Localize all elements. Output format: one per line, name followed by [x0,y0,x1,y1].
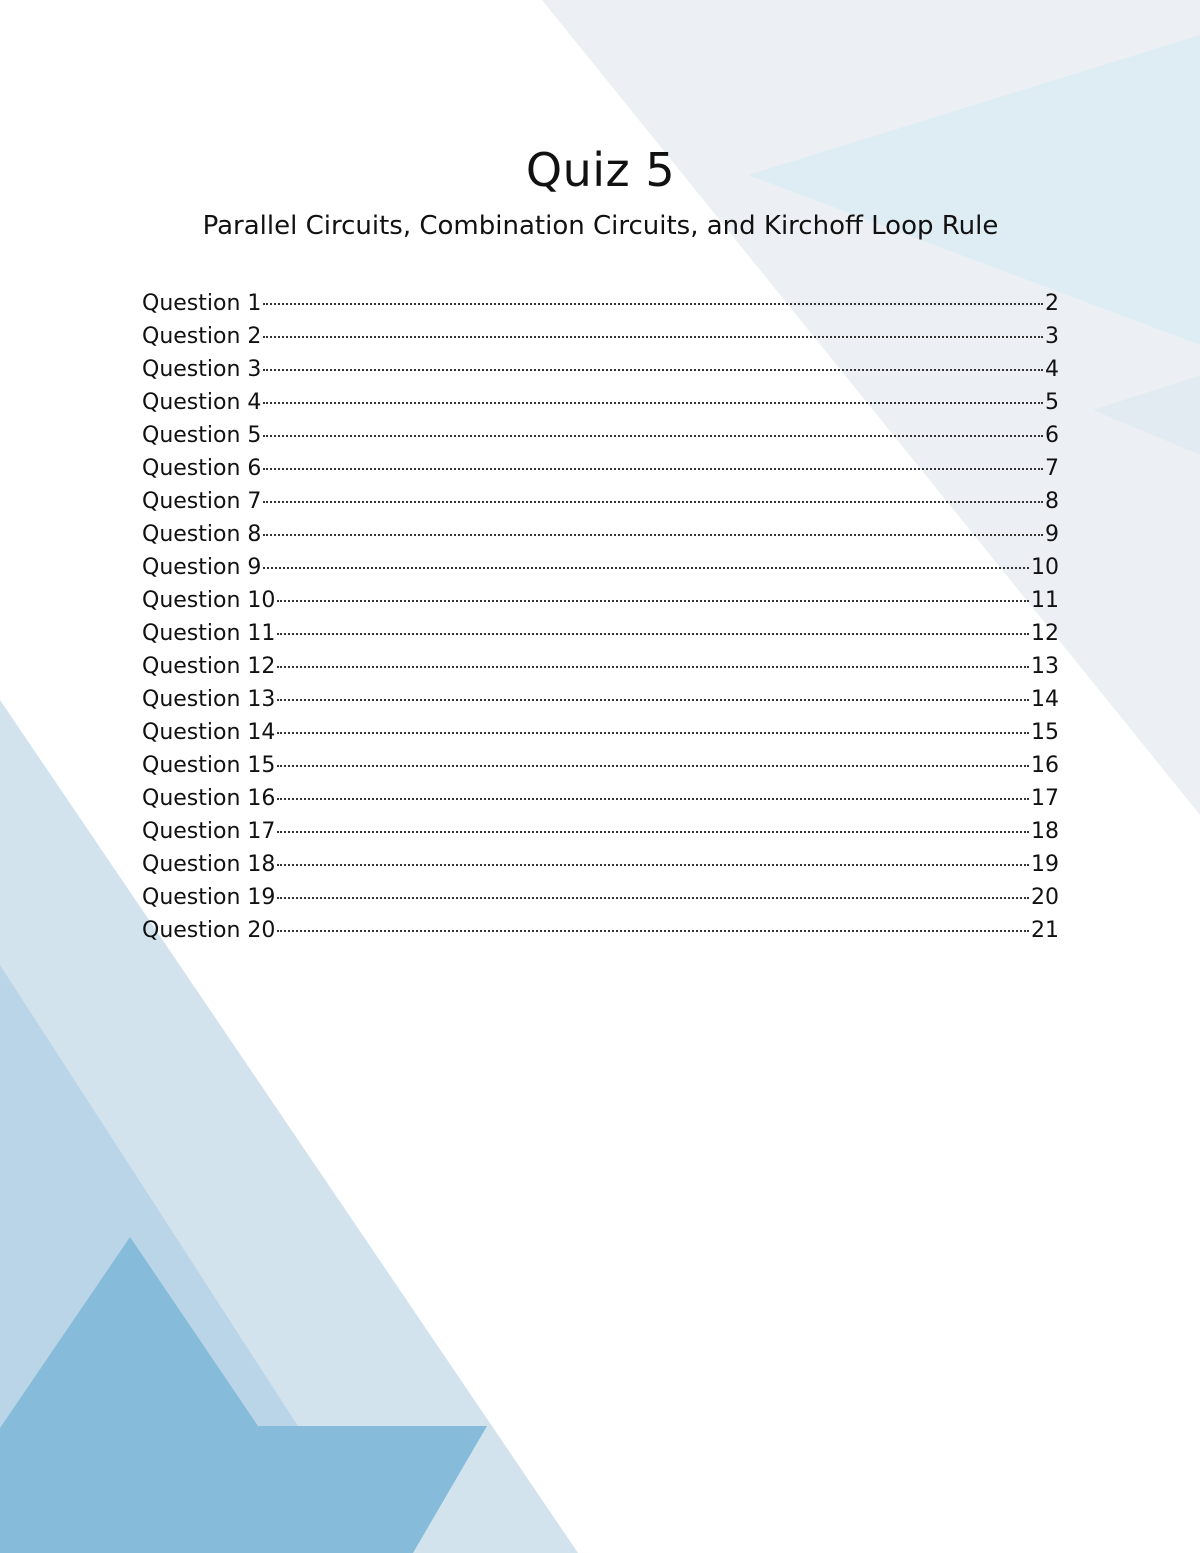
toc-entry-label: Question 13 [142,687,276,712]
toc-entry[interactable] [142,815,1059,848]
toc-entry-label: Question 11 [142,621,276,646]
toc-dot-leader [277,797,1029,800]
toc-dot-leader [277,896,1029,899]
toc-entry-label: Question 9 [142,555,262,580]
toc-entry[interactable] [142,617,1059,650]
toc-entry-label: Question 5 [142,423,262,448]
toc-page-number: 14 [1031,687,1059,712]
toc-entry-label: Question 10 [142,588,276,613]
toc-dot-leader [277,731,1029,734]
toc-entry[interactable] [142,848,1059,881]
document-title: Quiz 5 [525,143,676,197]
toc-dot-leader [277,599,1029,602]
toc-entry[interactable] [142,914,1059,947]
toc-dot-leader [277,698,1029,701]
toc-page-number: 3 [1045,324,1059,349]
toc-entry-label: Question 7 [142,489,262,514]
toc-entry-label: Question 16 [142,786,276,811]
toc-dot-leader [263,335,1043,338]
toc-entry[interactable] [142,287,1059,320]
toc-page-number: 18 [1031,819,1059,844]
toc-entry[interactable] [142,683,1059,716]
toc-entry[interactable] [142,320,1059,353]
toc-page-number: 8 [1045,489,1059,514]
toc-page-number: 11 [1031,588,1059,613]
toc-page-number: 10 [1031,555,1059,580]
toc-page-number: 17 [1031,786,1059,811]
table-of-contents [142,287,1059,947]
toc-entry[interactable] [142,518,1059,551]
toc-page-number: 5 [1045,390,1059,415]
toc-entry-label: Question 17 [142,819,276,844]
toc-page-number: 20 [1031,885,1059,910]
toc-entry-label: Question 15 [142,753,276,778]
toc-entry-label: Question 2 [142,324,262,349]
toc-entry-label: Question 14 [142,720,276,745]
toc-page-number: 15 [1031,720,1059,745]
toc-dot-leader [263,533,1043,536]
toc-dot-leader [263,467,1043,470]
toc-entry[interactable] [142,716,1059,749]
toc-dot-leader [263,500,1043,503]
toc-entry[interactable] [142,749,1059,782]
toc-entry-label: Question 12 [142,654,276,679]
toc-entry-label: Question 6 [142,456,262,481]
toc-entry-label: Question 1 [142,291,262,316]
toc-page-number: 2 [1045,291,1059,316]
toc-dot-leader [263,566,1029,569]
toc-entry-label: Question 3 [142,357,262,382]
toc-entry[interactable] [142,650,1059,683]
toc-entry[interactable] [142,452,1059,485]
toc-dot-leader [277,929,1029,932]
toc-page-number: 4 [1045,357,1059,382]
toc-entry-label: Question 8 [142,522,262,547]
toc-dot-leader [263,368,1043,371]
toc-entry-label: Question 18 [142,852,276,877]
toc-page-number: 19 [1031,852,1059,877]
toc-entry[interactable] [142,386,1059,419]
toc-entry-label: Question 19 [142,885,276,910]
toc-entry-label: Question 20 [142,918,276,943]
toc-entry[interactable] [142,782,1059,815]
toc-dot-leader [263,434,1043,437]
toc-entry[interactable] [142,485,1059,518]
toc-entry[interactable] [142,551,1059,584]
toc-entry[interactable] [142,419,1059,452]
toc-dot-leader [263,401,1043,404]
toc-dot-leader [277,764,1029,767]
toc-page-number: 21 [1031,918,1059,943]
toc-dot-leader [277,830,1029,833]
toc-page-number: 9 [1045,522,1059,547]
toc-page-number: 12 [1031,621,1059,646]
toc-entry[interactable] [142,353,1059,386]
toc-entry[interactable] [142,584,1059,617]
toc-page-number: 13 [1031,654,1059,679]
toc-page-number: 6 [1045,423,1059,448]
toc-entry-label: Question 4 [142,390,262,415]
toc-page-number: 7 [1045,456,1059,481]
toc-page-number: 16 [1031,753,1059,778]
toc-dot-leader [277,863,1029,866]
toc-dot-leader [277,665,1029,668]
toc-dot-leader [263,302,1043,305]
toc-entry[interactable] [142,881,1059,914]
toc-dot-leader [277,632,1029,635]
document-subtitle: Parallel Circuits, Combination Circuits, and Kirchoff Loop Rule [202,211,999,241]
